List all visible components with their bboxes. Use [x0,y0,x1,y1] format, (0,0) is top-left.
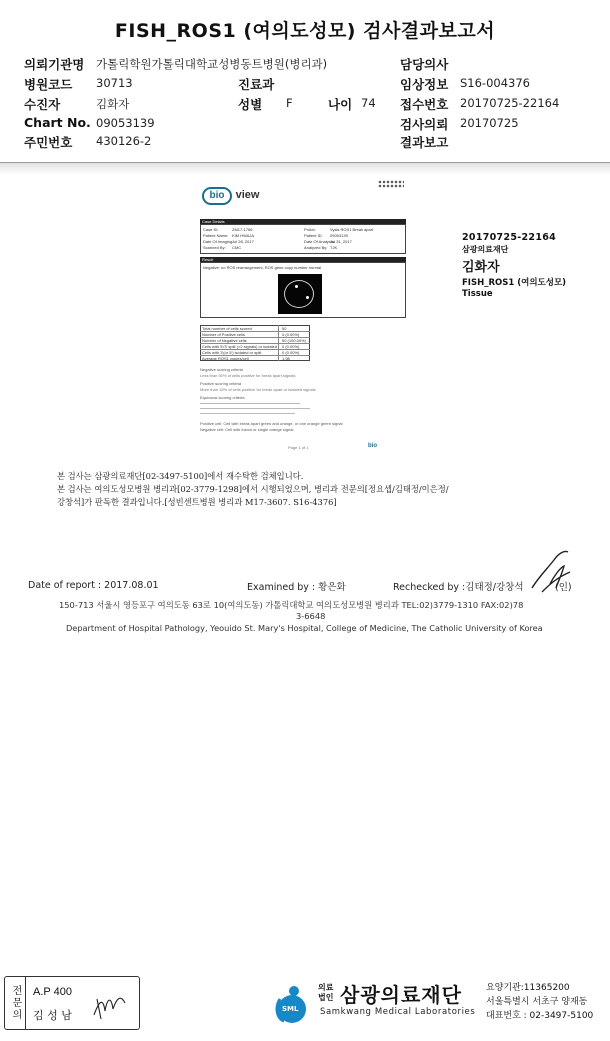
patient-name-label: Patient Name: [203,233,229,238]
result-report-label: 결과보고 [400,135,449,150]
org-type-2: 법인 [318,993,334,1002]
seal-mark: (인) [555,582,572,593]
table-row-label: Cells with 5'/3' split (>2 signals) or isolated [202,344,278,349]
table-row-value: 0 (0.00%) [282,344,300,349]
result-text: Negative: no ROS rearrangement, ROS gene copy number normal [203,265,322,270]
case-id: ZM17-1766 [232,227,253,232]
table-row-label: Number of Positive cells [202,332,245,337]
imaging-date-label: Date Of Imaging: [203,239,234,244]
positive-cell-definition: Positive cell: Cell with break apart green and orange, or one orange green signal [200,421,343,426]
specimen-sticker [462,232,566,299]
analysis-date-label: Date Of Analysis: [304,239,335,244]
department-name: Department of Hospital Pathology, Yeouido St. Mary's Hospital, College of Medicine, The Catholic University of Korea [66,623,543,633]
resident-no-label: 주민번호 [24,135,73,150]
case-details-bar: Case Details [200,219,406,224]
sticker-patient-name: 김화자 [462,260,500,275]
result-bar: Result [200,257,406,262]
sex-label: 성별 [238,97,263,112]
hospital-code-value: 30713 [96,76,133,90]
sticker-org: 삼광의료재단 [462,245,509,254]
sticker-test: FISH_ROS1 (여의도성모) [462,278,567,288]
request-date-label: 검사의뢰 [400,117,449,132]
org-type-1: 의료 [318,983,334,992]
resident-no-value: 430126-2 [96,134,152,148]
chart-no-label: Chart No. [24,115,91,130]
scanned-by-label: Scanned By: [203,245,226,250]
bioview-logo [202,186,259,205]
report-title: FISH_ROS1 (여의도성모) 검사결과보고서 [114,20,496,42]
note-line-2: 본 검사는 여의도성모병원 병리과[02-3779-1298]에서 시행되었으며, 병리과 전문의[정요셉/김태정/이은정/ [57,484,449,494]
chart-no-value: 09053139 [96,116,155,130]
examined-by: Examined by : 황은화 [247,582,346,593]
age-label: 나이 [328,97,353,112]
department-label: 진료과 [238,77,275,92]
hospital-address: 150-713 서울시 영등포구 여의도동 63로 10(여의도동) 가톨릭대학교 여의도성모병원 병리과 TEL:02)3779-1310 FAX:02)78 [59,600,524,610]
clinical-info-value: S16-004376 [460,76,530,90]
note-line-1: 본 검사는 삼광의료재단[02-3497-5100]에서 재수탁한 검체입니다. [57,471,304,481]
criteria-negative-detail: Less than 50% of cells positive for break apart signals [200,373,296,378]
patient-label: 수진자 [24,97,61,112]
table-row-value: 0 (0.00%) [282,332,300,337]
analyzed-by-label: Analyzed By: [304,245,328,250]
stamp-name: 김 성 남 [33,1009,72,1022]
patient-id-label: Patient ID: [304,233,323,238]
scan-corner-mark [378,180,404,188]
bioview-footer-logo: bio [368,443,377,449]
sml-badge: SML [282,1005,299,1013]
date-of-report: Date of report : 2017.08.01 [28,580,159,591]
receipt-no-label: 접수번호 [400,97,449,112]
rechecked-by: Rechecked by :김태정/강창석 [393,582,524,593]
negative-cell-definition: Negative cell: Cell with fusion or single orange signal [200,427,294,432]
criteria-positive: Positive scoring criteria [200,381,242,386]
org-phone: 대표번호 : 02-3497-5100 [486,1011,594,1021]
doctor-label: 담당의사 [400,57,449,72]
stamp-code: A.P 400 [33,986,72,998]
analysis-date: Jul 31, 2017 [330,239,352,244]
sml-logo [270,985,310,1025]
table-row-value: 50 [282,326,287,331]
criteria-negative: Negative scoring criteria [200,367,243,372]
table-row-label: Cells with 3'(or 5') isolated or split [202,350,262,355]
referral-notes [57,470,597,509]
institution-code: 요양기관:11365200 [486,983,570,993]
stamp-signature [91,991,131,1021]
analyzed-by: TJK [330,245,338,250]
sex-value: F [286,96,293,110]
table-row-label: Number of Negative cells [202,338,247,343]
org-address: 서울특별시 서초구 양재동 [486,997,588,1007]
clinical-info-label: 임상정보 [400,77,449,92]
receipt-no-value: 20170725-22164 [460,96,560,110]
table-row-value: 1.98 [282,356,290,361]
criteria-positive-detail: More than 15% of cells positive for break apart or isolated signals [200,387,316,392]
scanned-report [200,215,410,455]
fish-cell-image [278,274,322,314]
bioview-logo-text: view [235,189,260,201]
criteria-equivocal: Equivocal scoring criteria [200,395,245,400]
table-row-label: Total number of cells scored [202,326,252,331]
imaging-date: Jul 28, 2017 [232,239,254,244]
page-indicator: Page 1 of 1 [288,445,309,450]
age-value: 74 [361,96,376,110]
requesting-org-label: 의뢰기관명 [24,57,85,72]
table-row-value: 0 (0.00%) [282,350,300,355]
case-id-label: Case ID: [203,227,219,232]
hospital-code-label: 병원코드 [24,77,73,92]
patient-id: 09053139 [330,233,348,238]
table-row-label: Average ROS1 copies/cell [202,356,249,361]
probe-label: Probe: [304,227,316,232]
table-row-value: 50 (100.00%) [282,338,307,343]
probe: Vysis ROS1 Break apart [330,227,374,232]
org-name-ko: 삼광의료재단 [340,983,462,1007]
sticker-accession: 20170725-22164 [462,232,557,243]
specialist-stamp [4,976,140,1030]
patient-name: KIM HWAJA [232,233,255,238]
scanned-by: CMC [232,245,242,250]
note-line-3: 강창석]가 판독한 결과입니다.[성빈센트병원 병리과 M17-3607. S16-4376] [57,497,337,507]
bioview-logo-mark: bio [202,187,232,205]
patient-value: 김화자 [96,97,130,111]
request-date-value: 20170725 [460,116,519,130]
hospital-fax-cont: 3-6648 [296,611,326,621]
requesting-org-value: 가톨릭학원가톨릭대학교성병동트병원(병리과) [96,57,328,71]
stamp-side-label: 전문의 [5,977,26,1029]
org-name-en: Samkwang Medical Laboratories [320,1007,476,1017]
header-shadow [0,163,610,175]
sticker-specimen: Tissue [462,289,493,299]
pathologist-signature [528,548,574,596]
